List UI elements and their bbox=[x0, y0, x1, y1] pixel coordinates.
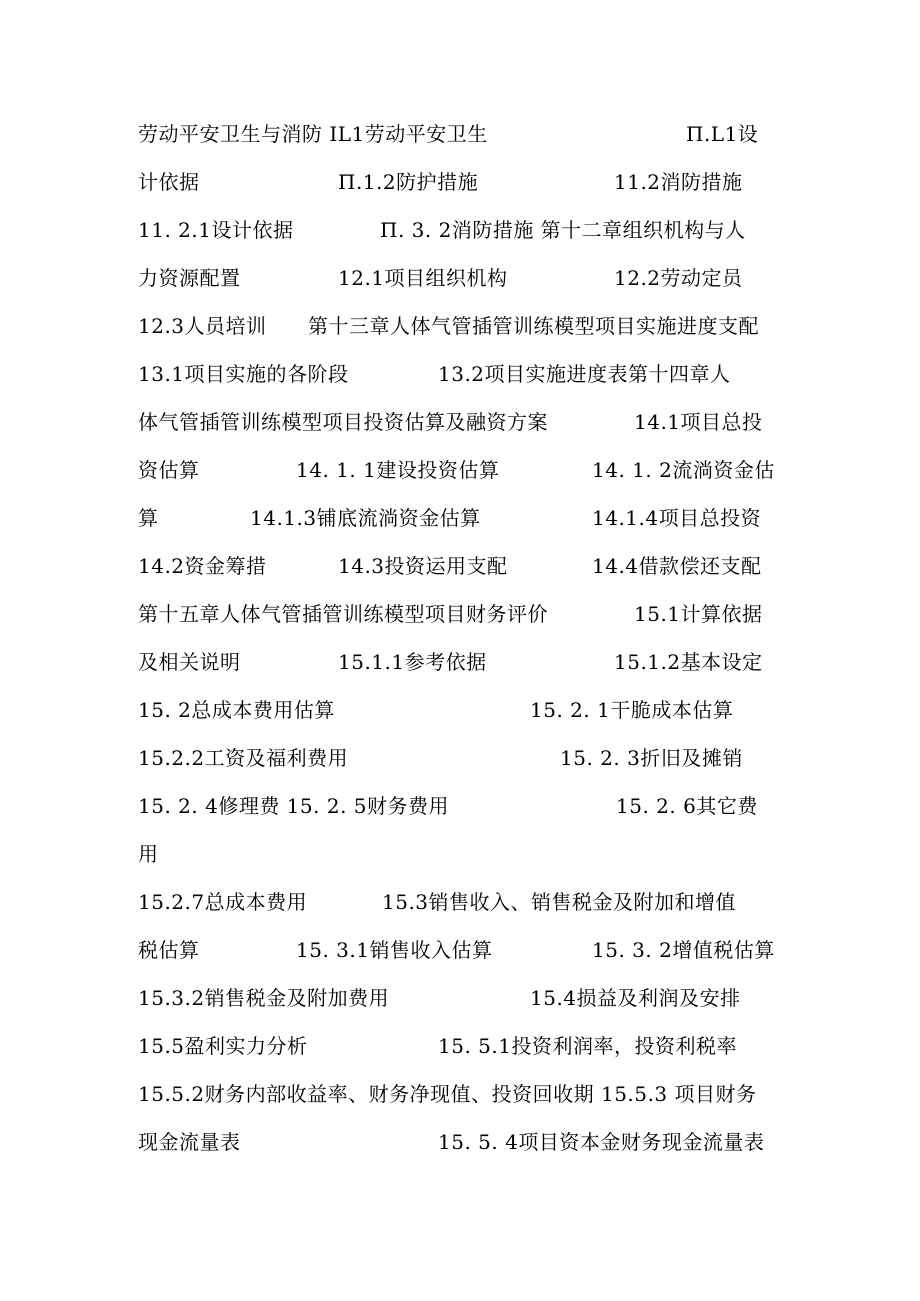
toc-entry: 15.2.7总成本费用 bbox=[138, 890, 308, 914]
toc-entry: 现金流量表 bbox=[138, 1130, 241, 1154]
toc-entry: 15.1计算依据 bbox=[634, 602, 763, 626]
toc-line bbox=[0, 119, 920, 159]
toc-line bbox=[0, 599, 920, 639]
toc-entry: 15.3.2销售税金及附加费用 bbox=[138, 986, 390, 1010]
toc-entry: 15. 2. 6其它费 bbox=[616, 794, 758, 818]
toc-line bbox=[0, 887, 920, 927]
toc-entry: 14. 1. 1建设投资估算 bbox=[296, 458, 500, 482]
toc-entry: 12.1项目组织机构 bbox=[338, 266, 508, 290]
toc-entry: 15.1.1参考依据 bbox=[338, 650, 487, 674]
toc-entry: 算 bbox=[138, 506, 159, 530]
toc-entry: 资估算 bbox=[138, 458, 200, 482]
toc-entry: 15. 5. 4项目资本金财务现金流量表 bbox=[438, 1130, 765, 1154]
toc-entry: 15.5.2财务内部收益率、财务净现值、投资回收期 15.5.3 项目财务 bbox=[138, 1082, 757, 1106]
toc-entry: 15. 2. 4修理费 15. 2. 5财务费用 bbox=[138, 794, 450, 818]
toc-entry: 第十三章人体气管插管训练模型项目实施进度支配 bbox=[308, 314, 759, 338]
toc-entry: 15.4损益及利润及安排 bbox=[530, 986, 741, 1010]
toc-line bbox=[0, 311, 920, 351]
toc-line bbox=[0, 1031, 920, 1071]
toc-entry: 14.1.4项目总投资 bbox=[592, 506, 762, 530]
toc-line bbox=[0, 167, 920, 207]
toc-line bbox=[0, 551, 920, 591]
toc-entry: 15.5盈利实力分析 bbox=[138, 1034, 308, 1058]
toc-line bbox=[0, 503, 920, 543]
toc-line bbox=[0, 983, 920, 1023]
toc-entry: 11.2消防措施 bbox=[614, 170, 743, 194]
toc-entry: 劳动平安卫生与消防 IL1劳动平安卫生 bbox=[138, 122, 488, 146]
toc-line bbox=[0, 647, 920, 687]
toc-entry: Π.L1设 bbox=[686, 122, 759, 146]
toc-entry: 14.1.3铺底流淌资金估算 bbox=[250, 506, 481, 530]
toc-entry: 体气管插管训练模型项目投资估算及融资方案 bbox=[138, 410, 548, 434]
toc-line bbox=[0, 839, 920, 879]
toc-entry: 15.2.2工资及福利费用 bbox=[138, 746, 349, 770]
toc-entry: 15. 2. 1干脆成本估算 bbox=[530, 698, 734, 722]
toc-line bbox=[0, 359, 920, 399]
toc-line bbox=[0, 791, 920, 831]
toc-entry: 15. 3.1销售收入估算 bbox=[296, 938, 493, 962]
toc-line bbox=[0, 455, 920, 495]
toc-line bbox=[0, 1127, 920, 1167]
toc-entry: 14.1项目总投 bbox=[634, 410, 763, 434]
toc-entry: 14.2资金筹措 bbox=[138, 554, 267, 578]
toc-line bbox=[0, 743, 920, 783]
toc-entry: 及相关说明 bbox=[138, 650, 241, 674]
toc-entry: 计依据 bbox=[138, 170, 200, 194]
toc-entry: 12.3人员培训 bbox=[138, 314, 267, 338]
toc-entry: 税估算 bbox=[138, 938, 200, 962]
toc-line bbox=[0, 263, 920, 303]
toc-entry: 15. 2总成本费用估算 bbox=[138, 698, 335, 722]
toc-entry: 15. 2. 3折旧及摊销 bbox=[560, 746, 743, 770]
toc-line bbox=[0, 407, 920, 447]
toc-entry: 13.2项目实施进度表第十四章人 bbox=[438, 362, 731, 386]
toc-line bbox=[0, 1079, 920, 1119]
toc-entry: 15. 3. 2增值税估算 bbox=[592, 938, 775, 962]
toc-entry: 用 bbox=[138, 842, 159, 866]
toc-entry: 14. 1. 2流淌资金估 bbox=[592, 458, 775, 482]
toc-entry: 13.1项目实施的各阶段 bbox=[138, 362, 349, 386]
toc-entry: 力资源配置 bbox=[138, 266, 241, 290]
toc-line bbox=[0, 215, 920, 255]
toc-entry: 14.4借款偿还支配 bbox=[592, 554, 762, 578]
toc-entry: 15. 5.1投资利润率，投资利税率 bbox=[438, 1034, 737, 1058]
toc-entry: 12.2劳动定员 bbox=[614, 266, 743, 290]
toc-entry: Π. 3. 2消防措施 第十二章组织机构与人 bbox=[380, 218, 746, 242]
toc-line bbox=[0, 695, 920, 735]
toc-line bbox=[0, 935, 920, 975]
toc-entry: 11. 2.1设计依据 bbox=[138, 218, 294, 242]
toc-entry: 第十五章人体气管插管训练模型项目财务评价 bbox=[138, 602, 548, 626]
toc-entry: 14.3投资运用支配 bbox=[338, 554, 508, 578]
toc-entry: 15.3销售收入、销售税金及附加和增值 bbox=[382, 890, 737, 914]
toc-entry: Π.1.2防护措施 bbox=[338, 170, 479, 194]
toc-entry: 15.1.2基本设定 bbox=[614, 650, 763, 674]
